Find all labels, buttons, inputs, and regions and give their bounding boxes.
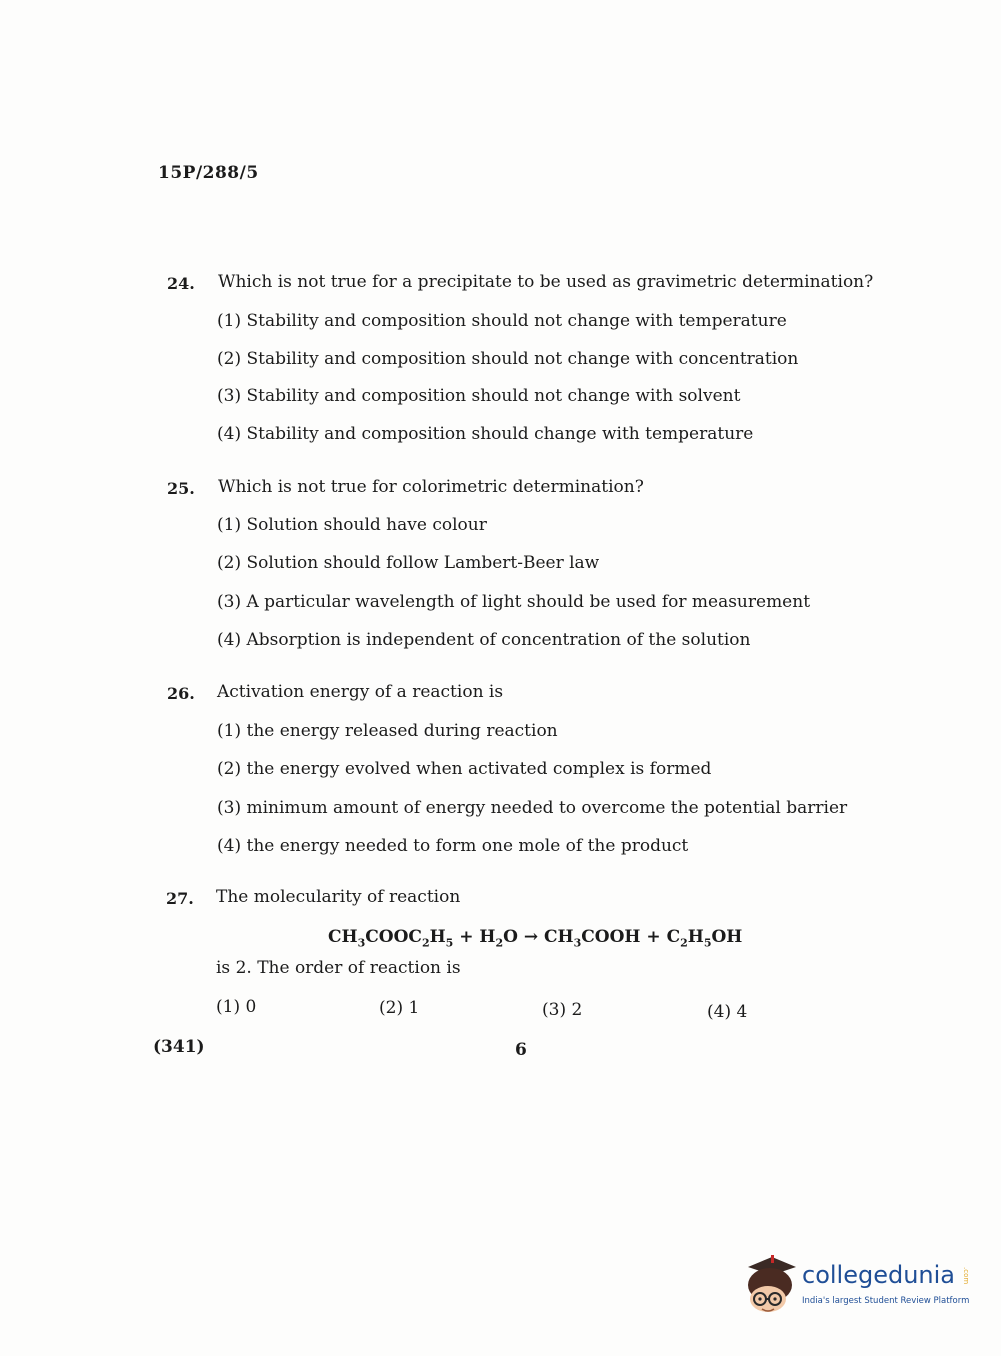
option-2: (2) Solution should follow Lambert-Beer law: [217, 553, 600, 573]
question-text-continued: is 2. The order of reaction is: [216, 958, 461, 978]
option-1: (1) 0: [216, 997, 257, 1017]
page-number: 6: [515, 1040, 527, 1060]
reaction-equation: $CH_3COOC_2H_5 + H_2O$ → $CH_3COOH + C_2H_5OH$: [328, 927, 743, 950]
question-number: 24.: [167, 274, 195, 293]
option-3: (3) A particular wavelength of light should be used for measurement: [217, 592, 811, 612]
option-4: (4) Absorption is independent of concentration of the solution: [217, 630, 751, 650]
collegedunia-logo: [740, 1245, 980, 1325]
question-number: 25.: [167, 479, 195, 498]
logo-suffix: .com: [962, 1267, 970, 1285]
question-text: The molecularity of reaction: [216, 887, 461, 907]
option-3: (3) 2: [542, 1000, 583, 1020]
booklet-code: (341): [153, 1037, 205, 1057]
option-1: (1) Stability and composition should not change with temperature: [217, 311, 787, 331]
option-3: (3) Stability and composition should not change with solvent: [217, 386, 741, 406]
option-1: (1) the energy released during reaction: [217, 721, 558, 741]
option-1: (1) Solution should have colour: [217, 515, 487, 535]
option-4: (4) 4: [707, 1002, 748, 1022]
question-text: Which is not true for colorimetric determination?: [218, 477, 644, 497]
option-2: (2) Stability and composition should not change with concentration: [217, 349, 799, 369]
question-text: Activation energy of a reaction is: [217, 682, 504, 702]
option-4: (4) the energy needed to form one mole of the product: [217, 836, 689, 856]
paper-code: 15P/288/5: [158, 163, 259, 183]
arrow-icon: →: [517, 927, 545, 947]
logo-wordmark: collegedunia: [802, 1261, 956, 1289]
question-number: 26.: [167, 684, 195, 703]
question-number: 27.: [166, 889, 194, 908]
option-3: (3) minimum amount of energy needed to overcome the potential barrier: [217, 798, 848, 818]
option-2: (2) 1: [379, 998, 420, 1018]
question-text: Which is not true for a precipitate to be used as gravimetric determination?: [218, 272, 874, 292]
option-2: (2) the energy evolved when activated complex is formed: [217, 759, 712, 779]
option-4: (4) Stability and composition should change with temperature: [217, 424, 754, 444]
mascot-icon: [740, 1245, 802, 1325]
logo-tagline: India's largest Student Review Platform: [802, 1296, 970, 1306]
